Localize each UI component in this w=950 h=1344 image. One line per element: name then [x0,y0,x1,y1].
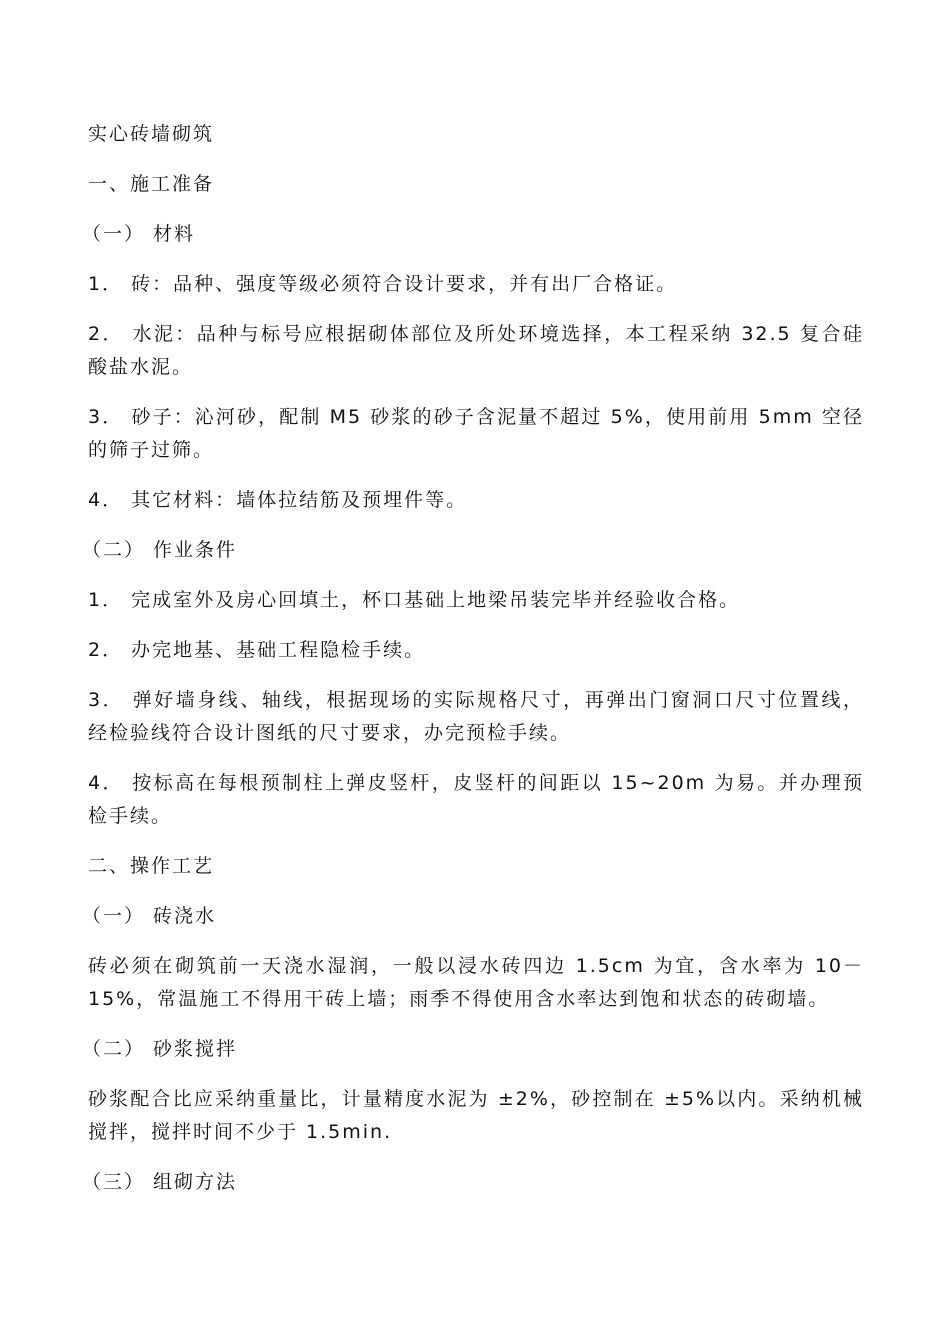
section-heading: 一、施工准备 [88,173,215,195]
subsection-heading: （一） 砖浇水 [82,905,217,927]
list-item: 4． 其它材料：墙体拉结筋及预埋件等。 [88,489,468,511]
doc-title: 实心砖墙砌筑 [88,123,215,145]
section-heading: 二、操作工艺 [88,855,215,877]
body-paragraph: 砂浆配合比应采纳重量比，计量精度水泥为 ±2%，砂控制在 ±5%以内。采纳机械搅拌，搅拌时间不少于 1.5min. [88,1088,864,1143]
subsection-heading: （二） 砂浆搅拌 [82,1038,238,1060]
list-item: 1． 砖：品种、强度等级必须符合设计要求，并有出厂合格证。 [88,273,678,295]
list-item: 3． 砂子：沁河砂，配制 M5 砂浆的砂子含泥量不超过 5%，使用前用 5mm 空径的筛子过筛。 [88,406,864,461]
subsection-heading: （一） 材料 [82,223,196,245]
document-page [82,118,864,1216]
subsection-heading: （二） 作业条件 [82,539,238,561]
list-item: 4． 按标高在每根预制柱上弹皮竖杆，皮竖杆的间距以 15~20m 为易。并办理预检手续。 [88,772,864,827]
list-item: 2． 办完地基、基础工程隐检手续。 [88,639,426,661]
subsection-heading: （三） 组砌方法 [82,1171,238,1193]
list-item: 3． 弹好墙身线、轴线，根据现场的实际规格尺寸，再弹出门窗洞口尺寸位置线，经检验线符合设计图纸的尺寸要求，办完预检手续。 [88,689,864,744]
list-item: 2． 水泥：品种与标号应根据砌体部位及所处环境选择，本工程采纳 32.5 复合硅酸盐水泥。 [88,323,864,378]
list-item: 1． 完成室外及房心回填土，杯口基础上地梁吊装完毕并经验收合格。 [88,589,741,611]
body-paragraph: 砖必须在砌筑前一天浇水湿润，一般以浸水砖四边 1.5cm 为宜，含水率为 10－15%，常温施工不得用干砖上墙；雨季不得使用含水率达到饱和状态的砖砌墙。 [88,955,864,1010]
